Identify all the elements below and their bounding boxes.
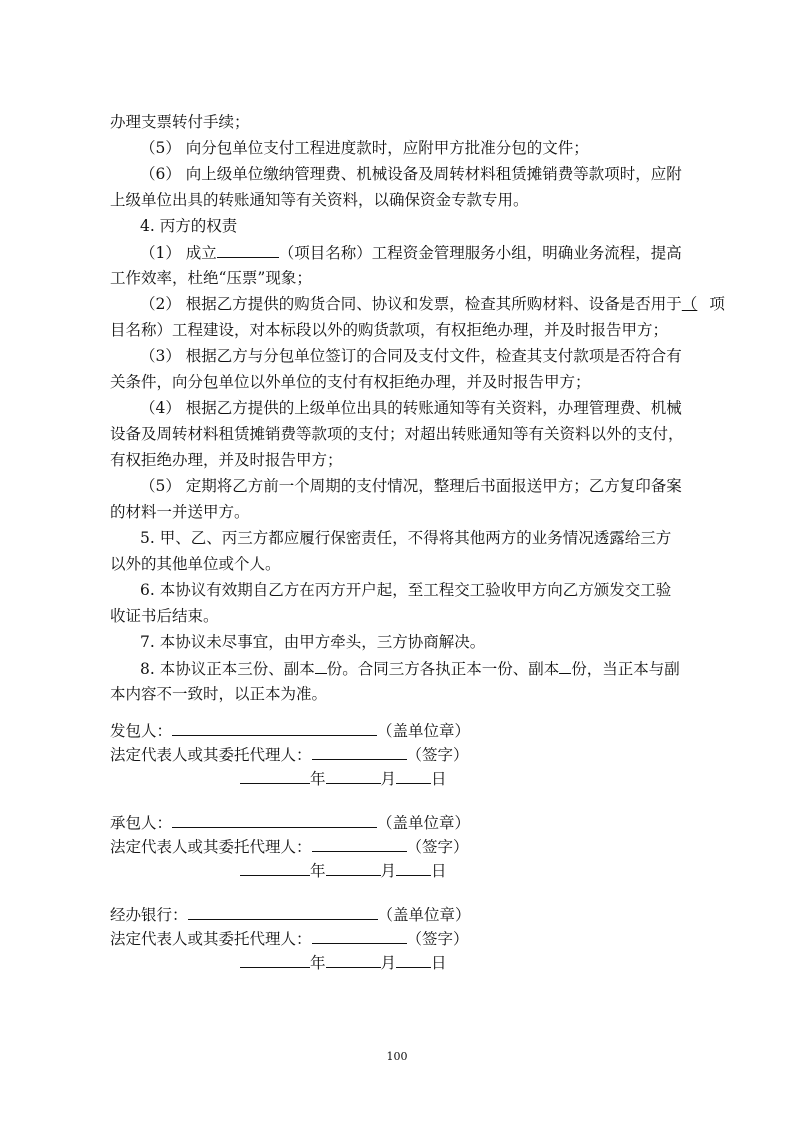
day-label: 日 (431, 954, 447, 972)
paragraph-line: 的材料一并送甲方。 (110, 503, 250, 521)
paragraph-line: 上级单位出具的转账通知等有关资料，以确保资金专款专用。 (110, 191, 529, 209)
text-run: （1） 成立 (140, 244, 217, 262)
party-label: 发包人： (110, 722, 173, 740)
signature-date-line (240, 952, 447, 973)
year-label: 年 (310, 862, 326, 880)
paragraph-line: （6） 向上级单位缴纳管理费、机械设备及周转材料租赁摊销费等款项时，应附 (140, 165, 682, 183)
page-number: 100 (386, 1050, 408, 1063)
blank-line (315, 658, 327, 674)
paragraph-line: 6. 本协议有效期自乙方在丙方开户起，至工程交工验收甲方向乙方颁发交工验 (140, 581, 672, 599)
signature-blank (312, 744, 407, 760)
year-label: 年 (310, 770, 326, 788)
day-blank (396, 768, 431, 784)
day-label: 日 (431, 770, 447, 788)
signature-rep-line (110, 836, 469, 857)
paragraph-line: 办理支票转付手续； (110, 113, 250, 131)
paragraph-line: 收证书后结束。 (110, 607, 219, 625)
paragraph-line: （5） 向分包单位支付工程进度款时，应附甲方批准分包的文件； (140, 139, 589, 157)
signature-blank (312, 928, 407, 944)
seal-note: （盖单位章） (377, 722, 471, 740)
text-run: 份，当正本与副 (571, 660, 680, 678)
paragraph-line: 目名称）工程建设，对本标段以外的购货款项，有权拒绝办理，并及时报告甲方； (110, 321, 669, 339)
day-blank (396, 952, 431, 968)
text-run: 项 (709, 295, 725, 313)
signature-rep-line (110, 928, 469, 949)
text-run: 份。合同三方各执正本一份、副本 (326, 660, 560, 678)
signature-blank (172, 720, 377, 736)
year-blank (240, 952, 310, 968)
paragraph-line (140, 658, 680, 679)
paragraph-line: 5. 甲、乙、丙三方都应履行保密责任，不得将其他两方的业务情况透露给三方 (140, 529, 672, 547)
month-blank (326, 860, 381, 876)
blank-line (217, 242, 279, 258)
paragraph-line: （3） 根据乙方与分包单位签订的合同及支付文件，检查其支付款项是否符合有 (140, 347, 682, 365)
seal-note: （盖单位章） (377, 906, 471, 924)
day-blank (396, 860, 431, 876)
rep-label: 法定代表人或其委托代理人： (110, 746, 312, 764)
section-heading: 4. 丙方的权责 (140, 217, 238, 235)
month-blank (326, 952, 381, 968)
day-label: 日 (431, 862, 447, 880)
signature-party-line (110, 812, 470, 833)
seal-note: （盖单位章） (377, 814, 471, 832)
year-blank (240, 768, 310, 784)
text-run: （项目名称）工程资金管理服务小组，明确业务流程，提高 (278, 244, 682, 262)
rep-label: 法定代表人或其委托代理人： (110, 838, 312, 856)
month-label: 月 (380, 862, 397, 880)
sign-note: （签字） (406, 746, 469, 764)
month-label: 月 (380, 770, 397, 788)
paragraph-line: 关条件，向分包单位以外单位的支付有权拒绝办理，并及时报告甲方； (110, 373, 591, 391)
sign-note: （签字） (406, 930, 469, 948)
signature-blank (172, 812, 377, 828)
signature-date-line (240, 860, 447, 881)
signature-blank (188, 904, 378, 920)
month-label: 月 (380, 954, 397, 972)
signature-rep-line (110, 744, 469, 765)
signature-party-line (110, 720, 470, 741)
text-run: 8. 本协议正本三份、副本 (140, 660, 315, 678)
paragraph-line: 有权拒绝办理，并及时报告甲方； (110, 451, 343, 469)
year-label: 年 (310, 954, 326, 972)
paragraph-line: 7. 本协议未尽事宜，由甲方牵头，三方协商解决。 (140, 633, 486, 651)
paragraph-line (140, 294, 725, 314)
paragraph-line: 工作效率，杜绝“压票”现象； (110, 269, 312, 287)
paragraph-line: 以外的其他单位或个人。 (110, 555, 281, 573)
text-run: （ (681, 295, 698, 313)
year-blank (240, 860, 310, 876)
party-label: 经办银行： (110, 906, 188, 924)
paragraph-line: （4） 根据乙方提供的上级单位出具的转账通知等有关资料，办理管理费、机械 (140, 399, 682, 417)
signature-blank (312, 836, 407, 852)
rep-label: 法定代表人或其委托代理人： (110, 930, 312, 948)
blank-line (559, 658, 571, 674)
paragraph-line: 设备及周转材料租赁摊销费等款项的支付；对超出转账通知等有关资料以外的支付， (110, 425, 684, 443)
sign-note: （签字） (406, 838, 469, 856)
month-blank (326, 768, 381, 784)
paragraph-line: （5） 定期将乙方前一个周期的支付情况，整理后书面报送甲方；乙方复印备案 (140, 477, 682, 495)
paragraph-line (140, 242, 682, 263)
signature-date-line (240, 768, 447, 789)
paragraph-line: 本内容不一致时，以正本为准。 (110, 685, 328, 703)
party-label: 承包人： (110, 814, 173, 832)
signature-party-line (110, 904, 471, 925)
text-run: （2） 根据乙方提供的购货合同、协议和发票，检查其所购材料、设备是否用于 (140, 295, 682, 313)
